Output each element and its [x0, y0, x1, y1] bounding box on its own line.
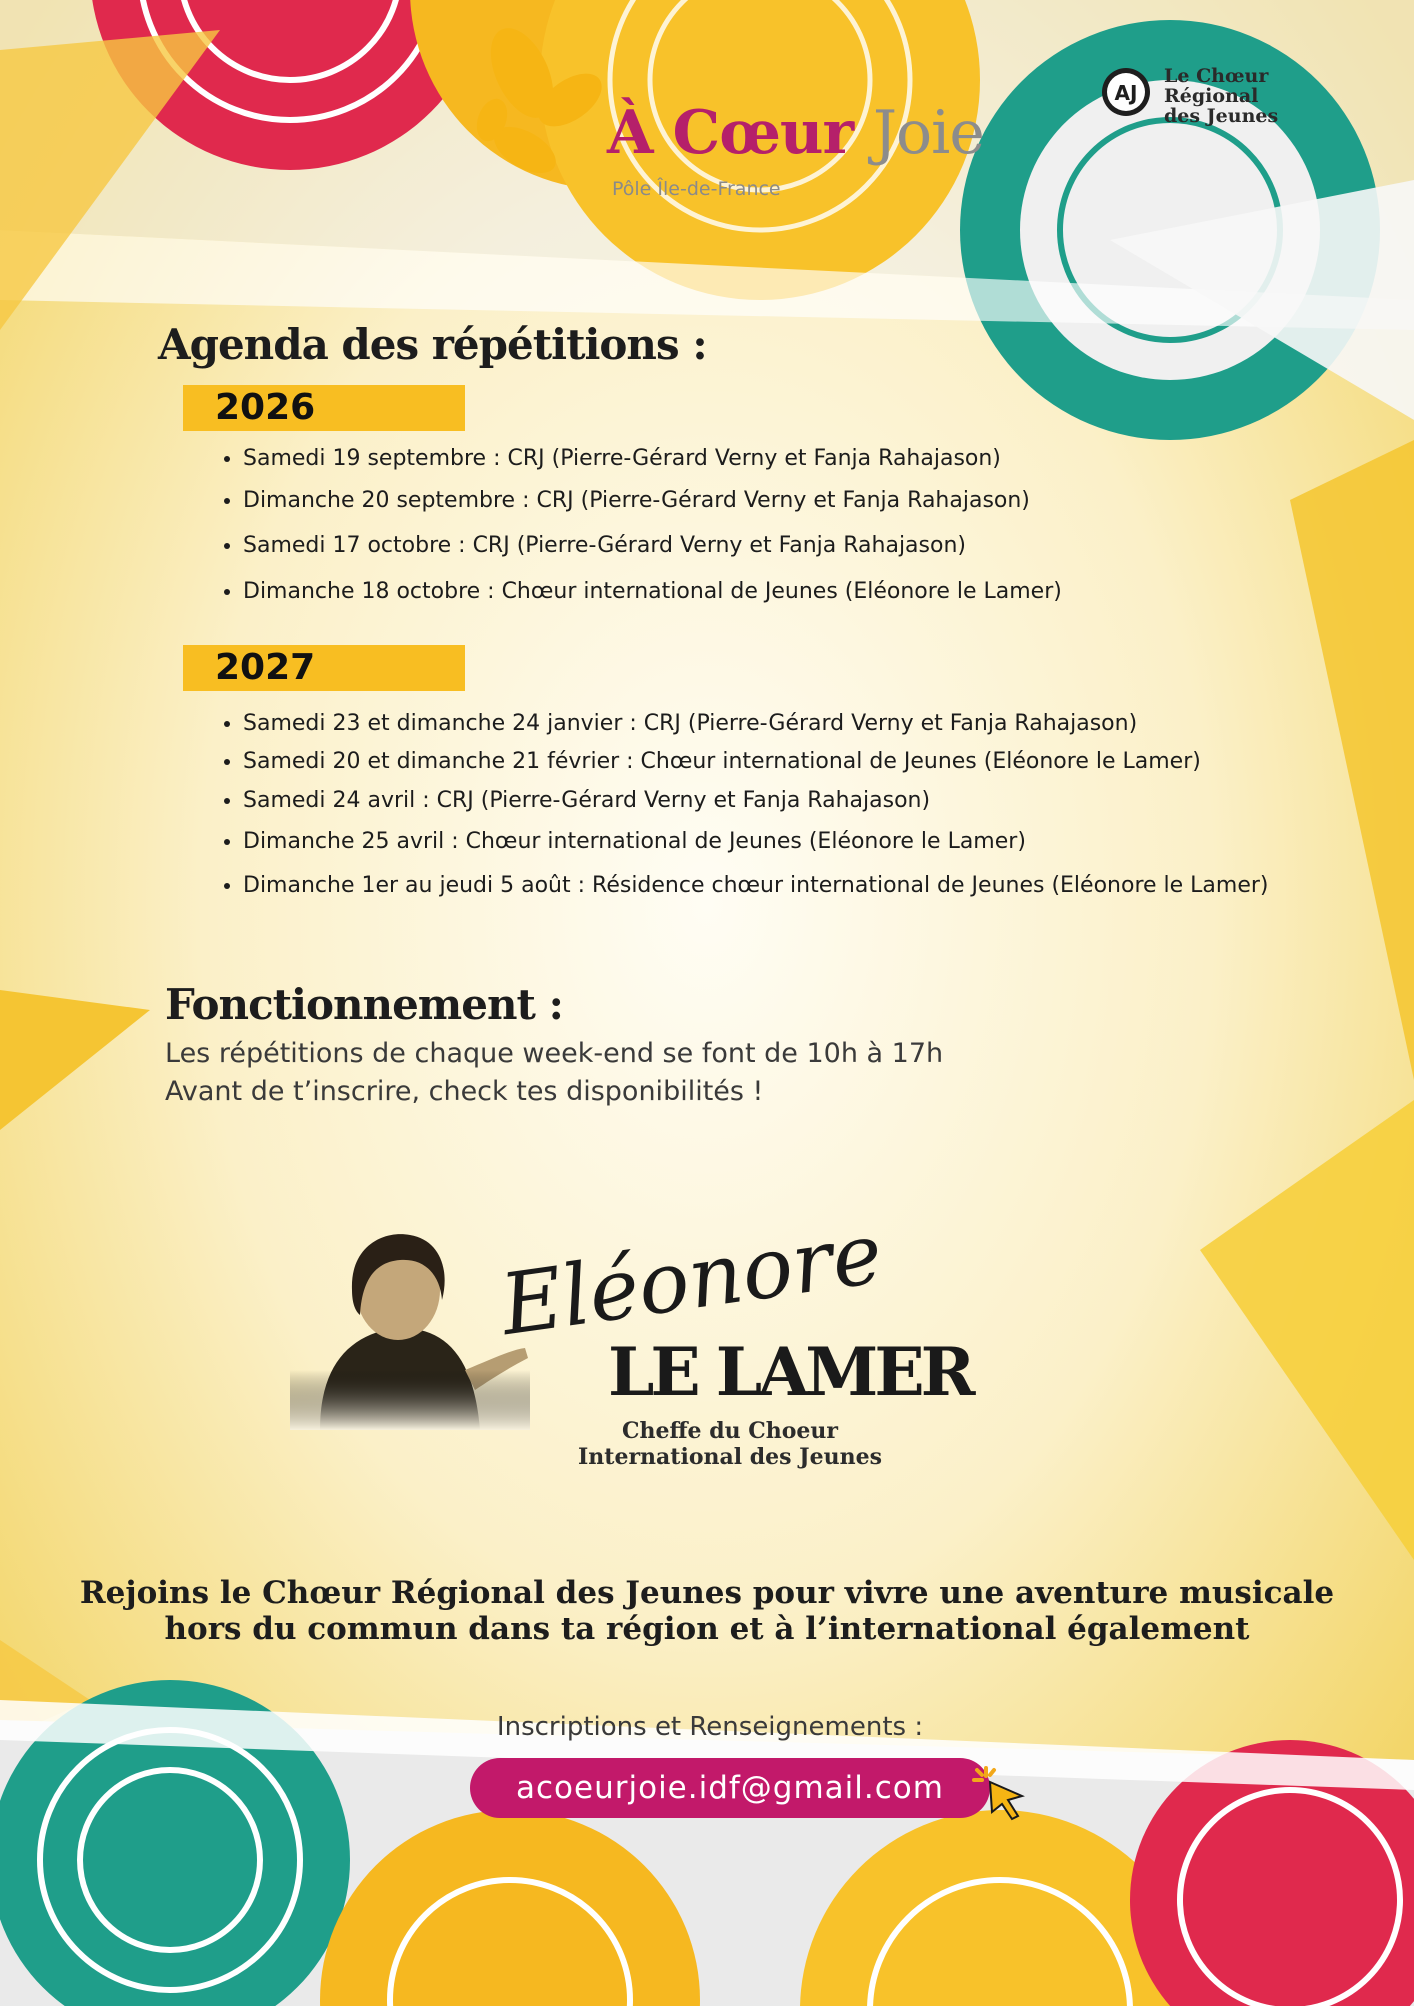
list-item: • Dimanche 25 avril : Chœur international de Jeunes (Eléonore le Lamer) — [243, 830, 1273, 854]
partner-name-line2: des Jeunes — [1164, 105, 1279, 127]
brand-title — [607, 98, 984, 168]
brand-title-suffix: Joie — [873, 98, 984, 168]
crj-logo-icon — [1100, 66, 1152, 118]
brand-subtitle: Pôle Île-de-France — [612, 178, 781, 200]
tagline — [60, 1575, 1354, 1647]
conductor-role-line2: International des Jeunes — [578, 1444, 882, 1470]
year-label-2027: 2027 — [183, 645, 465, 691]
agenda-heading: Agenda des répétitions : — [158, 320, 707, 369]
list-item: • Samedi 20 et dimanche 21 février : Chœur international de Jeunes (Eléonore le Lamer) — [243, 750, 1273, 774]
year-label-2026: 2026 — [183, 385, 465, 431]
email-link[interactable]: acoeurjoie.idf@gmail.com — [470, 1758, 990, 1818]
list-item: • Samedi 19 septembre : CRJ (Pierre-Gérard Verny et Fanja Rahajason) — [243, 447, 1273, 471]
fonctionnement-line2: Avant de t’inscrire, check tes disponibilités ! — [165, 1076, 764, 1107]
svg-text:AJ: AJ — [1114, 81, 1138, 105]
tagline-line2: hors du commun dans ta région et à l’international également — [164, 1611, 1250, 1647]
conductor-role — [560, 1418, 900, 1470]
list-item: • Dimanche 1er au jeudi 5 août : Résidence chœur international de Jeunes (Eléonore le Lamer) — [243, 874, 1273, 898]
list-item: • Dimanche 20 septembre : CRJ (Pierre-Gérard Verny et Fanja Rahajason) — [243, 489, 1273, 513]
list-item: • Samedi 17 octobre : CRJ (Pierre-Gérard Verny et Fanja Rahajason) — [243, 534, 1273, 558]
list-item: • Samedi 23 et dimanche 24 janvier : CRJ (Pierre-Gérard Verny et Fanja Rahajason) — [243, 712, 1273, 736]
partner-name — [1164, 66, 1364, 126]
fonctionnement-heading: Fonctionnement : — [165, 980, 564, 1029]
conductor-first-name: Eléonore — [495, 1203, 888, 1355]
fonctionnement-text — [165, 1035, 943, 1111]
fonctionnement-line1: Les répétitions de chaque week-end se font de 10h à 17h — [165, 1038, 944, 1069]
partner-name-line1: Le Chœur Régional — [1164, 65, 1269, 107]
list-item: • Samedi 24 avril : CRJ (Pierre-Gérard Verny et Fanja Rahajason) — [243, 789, 1273, 813]
conductor-portrait-icon — [290, 1220, 530, 1430]
inscriptions-label: Inscriptions et Renseignements : — [496, 1712, 924, 1742]
conductor-role-line1: Cheffe du Choeur — [621, 1418, 838, 1444]
yellow-flower-logo-icon — [470, 25, 620, 185]
conductor-last-name: LE LAMER — [608, 1333, 972, 1411]
tagline-line1: Rejoins le Chœur Régional des Jeunes pour vivre une aventure musicale — [79, 1575, 1335, 1611]
brand-title-main: À Cœur — [607, 98, 854, 168]
click-cursor-icon — [972, 1764, 1032, 1824]
list-item: • Dimanche 18 octobre : Chœur international de Jeunes (Eléonore le Lamer) — [243, 580, 1273, 604]
